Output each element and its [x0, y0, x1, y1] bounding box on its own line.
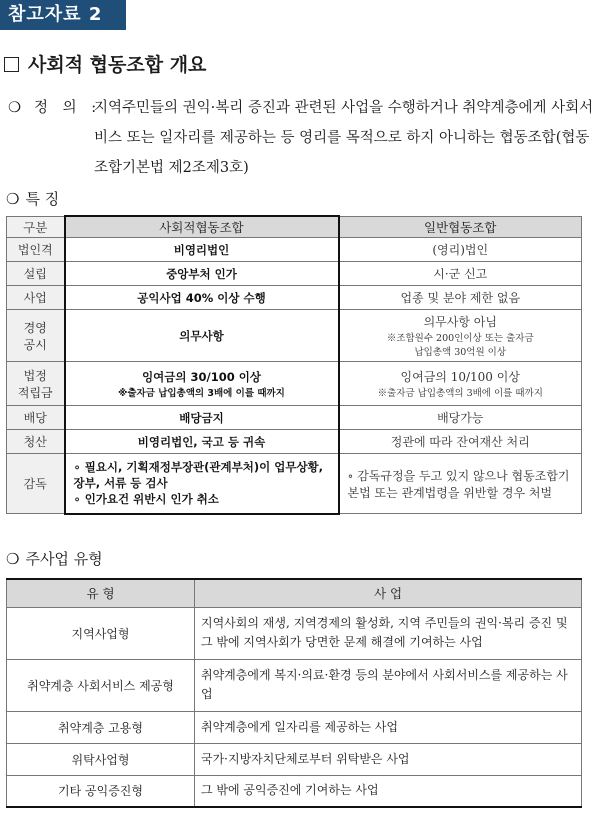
table-header: 구분 [7, 216, 65, 238]
social-item: ∘ 필요시, 기획재정부장관(관계부처)이 업무상황, 장부, 서류 등 검사 [73, 460, 324, 491]
table-row [7, 454, 582, 514]
general-main: 의무사항 아님 [423, 315, 497, 329]
business-heading [6, 548, 103, 569]
section-title-text: 사회적 협동조합 개요 [28, 54, 207, 76]
desc-cell: 그 밖에 공익증진에 기여하는 사업 [195, 775, 582, 807]
social-cell: 비영리법인 [65, 238, 339, 262]
social-main: 잉여금의 30/100 이상 [142, 369, 261, 384]
table-header: 사회적협동조합 [65, 216, 339, 238]
type-cell: 취약계층 고용형 [7, 711, 195, 743]
social-item: ∘ 인가요건 위반시 인가 취소 [73, 492, 219, 507]
table-row [7, 262, 582, 286]
type-cell: 위탁사업형 [7, 743, 195, 775]
circle-bullet-icon: ❍ [6, 190, 20, 208]
circle-bullet-icon: ❍ [6, 550, 20, 568]
general-cell: 시·군 신고 [339, 262, 582, 286]
table-header: 일반협동조합 [339, 216, 582, 238]
social-cell: 비영리법인, 국고 등 귀속 [65, 430, 339, 454]
social-cell: 공익사업 40% 이상 수행 [65, 286, 339, 310]
definition-block [6, 93, 596, 183]
social-note: ※출자금 납입총액의 3배에 이를 때까지 [118, 387, 285, 399]
table-row [7, 607, 582, 659]
general-cell: 업종 및 분야 제한 없음 [339, 286, 582, 310]
general-cell: 정관에 따라 잔여재산 처리 [339, 430, 582, 454]
business-heading-text: 주사업 유형 [25, 550, 103, 568]
row-label: 감독 [7, 454, 65, 514]
table-row [7, 310, 582, 362]
general-note: ※조합원수 200인이상 또는 출자금 [386, 333, 534, 344]
general-note: ※출자금 납입총액의 3배에 이를 때까지 [377, 388, 543, 399]
general-cell: (영리)법인 [339, 238, 582, 262]
social-cell: 의무사항 [65, 310, 339, 362]
row-label: 사업 [7, 286, 65, 310]
table-row [7, 238, 582, 262]
desc-cell: 국가·지방자치단체로부터 위탁받은 사업 [195, 743, 582, 775]
type-cell: 기타 공익증진형 [7, 775, 195, 807]
table-header: 사 업 [195, 579, 582, 607]
table-row [7, 659, 582, 711]
table-row [7, 286, 582, 310]
definition-text: 지역주민들의 권익·복리 증진과 관련된 사업을 수행하거나 취약계층에게 사회서비스 또는 일자리를 제공하는 등 영리를 목적으로 하지 아니하는 협동조합(협동조합기본법 제2조제3호) [94, 100, 594, 176]
business-table [6, 578, 582, 808]
general-note: 납입총액 30억원 이상 [414, 347, 507, 358]
checkbox-square-icon [4, 57, 19, 72]
type-cell: 취약계층 사회서비스 제공형 [7, 659, 195, 711]
general-cell: ∘ 감독규정을 두고 있지 않으나 협동조합기본법 또는 관계법령을 위반할 경우 처벌 [339, 454, 582, 514]
row-label: 배당 [7, 406, 65, 430]
social-cell [65, 454, 339, 514]
table-row [7, 711, 582, 743]
general-main: 잉여금의 10/100 이상 [400, 370, 520, 384]
general-cell [339, 310, 582, 362]
table-row [7, 362, 582, 406]
circle-bullet-icon: ❍ [8, 100, 21, 116]
desc-cell: 지역사회의 재생, 지역경제의 활성화, 지역 주민들의 권익·복리 증진 및 그 밖에 지역사회가 당면한 문제 해결에 기여하는 사업 [195, 607, 582, 659]
features-heading-text: 특 징 [25, 190, 60, 208]
table-row [7, 743, 582, 775]
social-cell: 배당금지 [65, 406, 339, 430]
row-label: 경영 공시 [7, 310, 65, 362]
table-header: 유 형 [7, 579, 195, 607]
definition-label: 정 의 : [34, 100, 102, 116]
row-label: 청산 [7, 430, 65, 454]
type-cell: 지역사업형 [7, 607, 195, 659]
social-cell [65, 362, 339, 406]
general-cell: 배당가능 [339, 406, 582, 430]
table-row [7, 430, 582, 454]
row-label: 법인격 [7, 238, 65, 262]
row-label: 법정 적립금 [7, 362, 65, 406]
table-row [7, 406, 582, 430]
features-heading [6, 188, 59, 209]
row-label: 설립 [7, 262, 65, 286]
desc-cell: 취약계층에게 복지·의료·환경 등의 분야에서 사회서비스를 제공하는 사업 [195, 659, 582, 711]
reference-tag: 참고자료 2 [0, 0, 126, 30]
social-cell: 중앙부처 인가 [65, 262, 339, 286]
general-cell [339, 362, 582, 406]
section-title [4, 50, 206, 77]
table-row [7, 775, 582, 807]
features-table [6, 215, 582, 515]
desc-cell: 취약계층에게 일자리를 제공하는 사업 [195, 711, 582, 743]
